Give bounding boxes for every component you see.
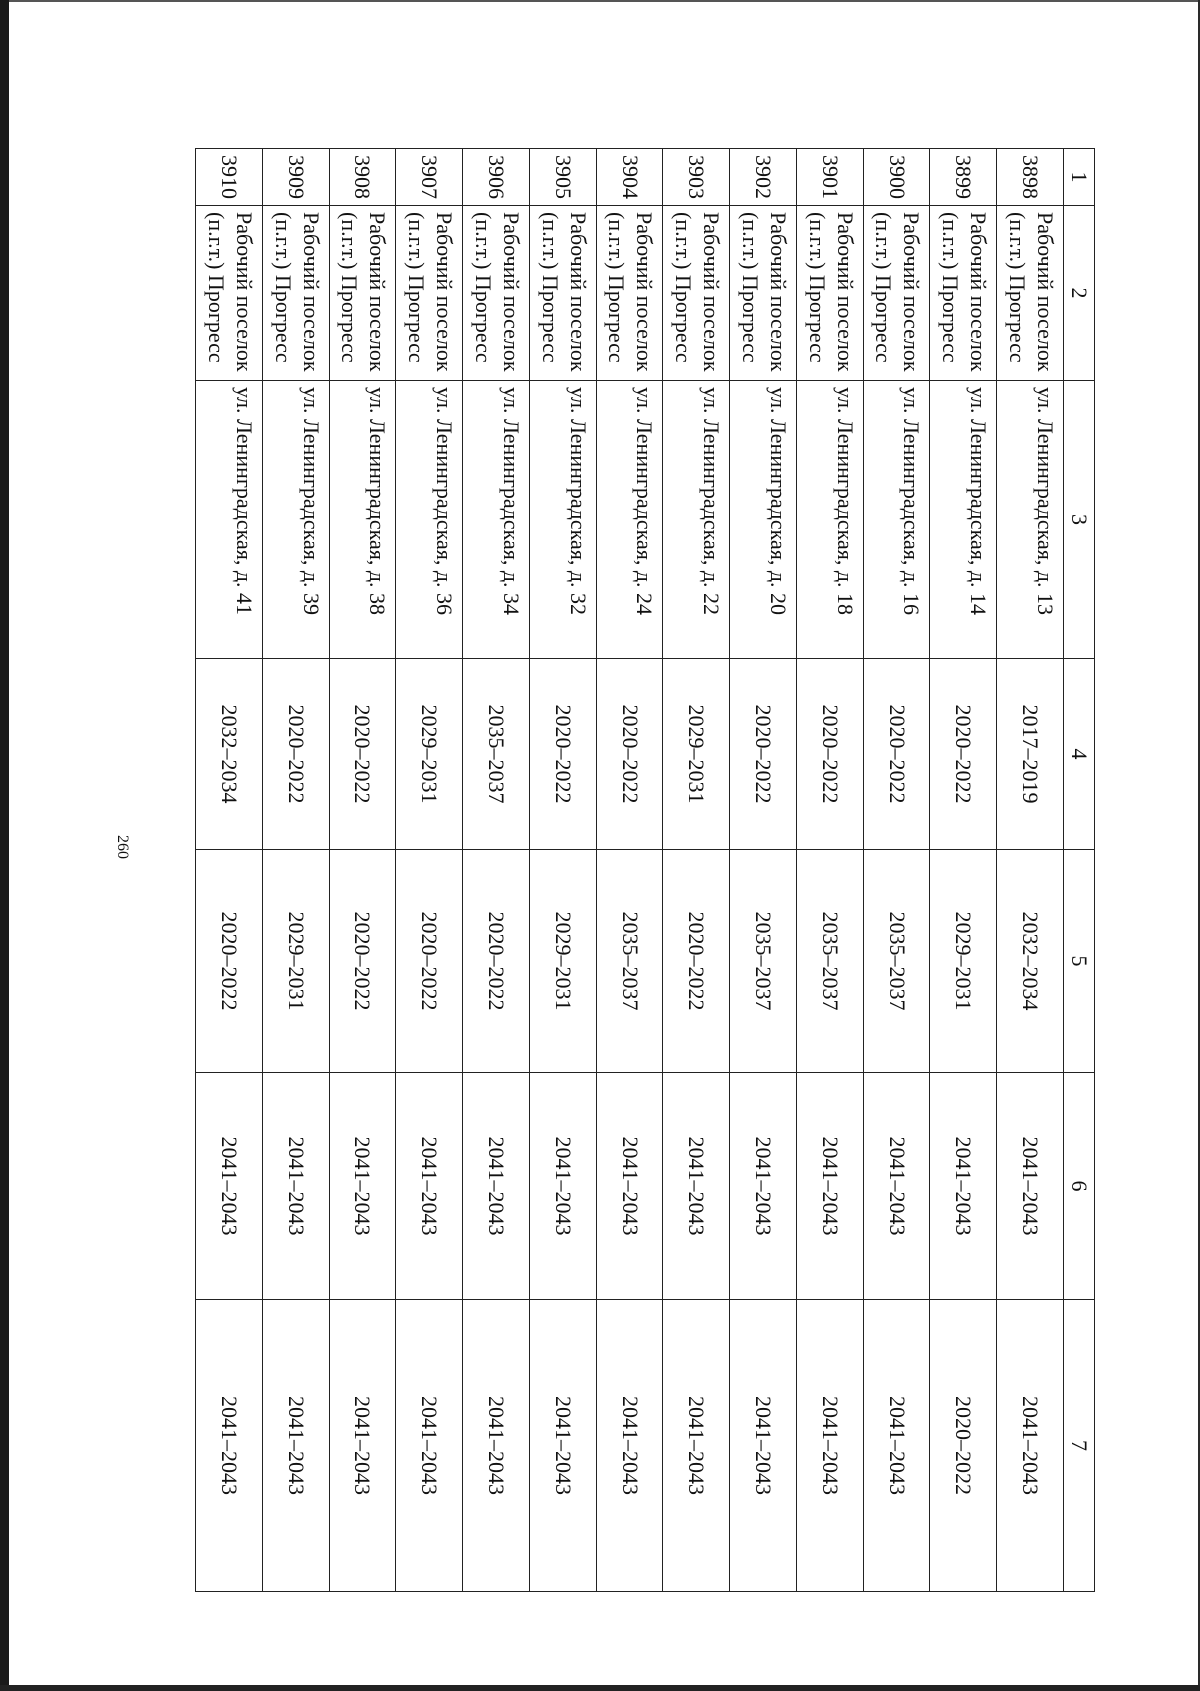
column-header: 1: [1064, 149, 1095, 206]
period-cell-col7: 2041–2043: [463, 1300, 530, 1592]
locality-cell: Рабочий поселок (п.г.т.) Прогресс: [262, 206, 329, 381]
period-cell-col7: 2041–2043: [196, 1300, 263, 1592]
locality-cell: Рабочий поселок (п.г.т.) Прогресс: [863, 206, 930, 381]
period-cell-col7: 2041–2043: [396, 1300, 463, 1592]
period-cell-col4: 2020–2022: [863, 659, 930, 850]
page-number: 260: [114, 835, 131, 859]
address-cell: ул. Ленинградская, д. 32: [529, 381, 596, 659]
row-number-cell: 3906: [463, 149, 530, 206]
row-number-cell: 3904: [596, 149, 663, 206]
table-row: [262, 149, 329, 1592]
table-body: [196, 149, 1064, 1592]
table-row: [863, 149, 930, 1592]
period-cell-col6: 2041–2043: [329, 1073, 396, 1300]
locality-cell: Рабочий поселок (п.г.т.) Прогресс: [796, 206, 863, 381]
period-cell-col5: 2035–2037: [730, 850, 797, 1073]
period-cell-col5: 2029–2031: [262, 850, 329, 1073]
header-row: [1064, 149, 1095, 1592]
address-cell: ул. Ленинградская, д. 24: [596, 381, 663, 659]
period-cell-col5: 2020–2022: [396, 850, 463, 1073]
locality-cell: Рабочий поселок (п.г.т.) Прогресс: [730, 206, 797, 381]
address-cell: ул. Ленинградская, д. 20: [730, 381, 797, 659]
table-row: [730, 149, 797, 1592]
column-header: 5: [1064, 850, 1095, 1073]
table-row: [396, 149, 463, 1592]
table-row: [663, 149, 730, 1592]
row-number-cell: 3908: [329, 149, 396, 206]
table-row: [997, 149, 1064, 1592]
address-cell: ул. Ленинградская, д. 14: [930, 381, 997, 659]
address-cell: ул. Ленинградская, д. 18: [796, 381, 863, 659]
period-cell-col4: 2035–2037: [463, 659, 530, 850]
scan-edge-left: [0, 0, 9, 1691]
table-row: [930, 149, 997, 1592]
column-header: 7: [1064, 1300, 1095, 1592]
period-cell-col7: 2041–2043: [596, 1300, 663, 1592]
period-cell-col7: 2041–2043: [863, 1300, 930, 1592]
locality-cell: Рабочий поселок (п.г.т.) Прогресс: [663, 206, 730, 381]
row-number-cell: 3899: [930, 149, 997, 206]
column-header: 6: [1064, 1073, 1095, 1300]
period-cell-col5: 2020–2022: [463, 850, 530, 1073]
period-cell-col4: 2020–2022: [529, 659, 596, 850]
period-cell-col4: 2020–2022: [262, 659, 329, 850]
locality-cell: Рабочий поселок (п.г.т.) Прогресс: [329, 206, 396, 381]
row-number-cell: 3910: [196, 149, 263, 206]
period-cell-col5: 2035–2037: [596, 850, 663, 1073]
row-number-cell: 3905: [529, 149, 596, 206]
row-number-cell: 3900: [863, 149, 930, 206]
address-cell: ул. Ленинградская, д. 39: [262, 381, 329, 659]
period-cell-col4: 2020–2022: [596, 659, 663, 850]
period-cell-col7: 2041–2043: [730, 1300, 797, 1592]
period-cell-col7: 2041–2043: [796, 1300, 863, 1592]
period-cell-col6: 2041–2043: [262, 1073, 329, 1300]
period-cell-col5: 2032–2034: [997, 850, 1064, 1073]
period-cell-col7: 2041–2043: [663, 1300, 730, 1592]
table-row: [463, 149, 530, 1592]
table-row: [196, 149, 263, 1592]
table-row: [329, 149, 396, 1592]
period-cell-col4: 2032–2034: [196, 659, 263, 850]
period-cell-col5: 2029–2031: [930, 850, 997, 1073]
period-cell-col4: 2020–2022: [796, 659, 863, 850]
row-number-cell: 3901: [796, 149, 863, 206]
schedule-table: [195, 148, 1095, 1592]
period-cell-col6: 2041–2043: [863, 1073, 930, 1300]
address-cell: ул. Ленинградская, д. 34: [463, 381, 530, 659]
period-cell-col4: 2020–2022: [730, 659, 797, 850]
period-cell-col6: 2041–2043: [730, 1073, 797, 1300]
period-cell-col7: 2041–2043: [997, 1300, 1064, 1592]
period-cell-col5: 2035–2037: [863, 850, 930, 1073]
period-cell-col7: 2041–2043: [262, 1300, 329, 1592]
period-cell-col7: 2041–2043: [529, 1300, 596, 1592]
locality-cell: Рабочий поселок (п.г.т.) Прогресс: [529, 206, 596, 381]
column-header: 3: [1064, 381, 1095, 659]
rotated-table-container: [195, 148, 1095, 1591]
locality-cell: Рабочий поселок (п.г.т.) Прогресс: [396, 206, 463, 381]
period-cell-col5: 2020–2022: [663, 850, 730, 1073]
period-cell-col5: 2020–2022: [196, 850, 263, 1073]
row-number-cell: 3903: [663, 149, 730, 206]
period-cell-col6: 2041–2043: [796, 1073, 863, 1300]
period-cell-col6: 2041–2043: [930, 1073, 997, 1300]
row-number-cell: 3907: [396, 149, 463, 206]
address-cell: ул. Ленинградская, д. 22: [663, 381, 730, 659]
period-cell-col7: 2020–2022: [930, 1300, 997, 1592]
row-number-cell: 3898: [997, 149, 1064, 206]
period-cell-col6: 2041–2043: [663, 1073, 730, 1300]
period-cell-col6: 2041–2043: [463, 1073, 530, 1300]
locality-cell: Рабочий поселок (п.г.т.) Прогресс: [196, 206, 263, 381]
table-row: [529, 149, 596, 1592]
period-cell-col4: 2020–2022: [930, 659, 997, 850]
period-cell-col5: 2035–2037: [796, 850, 863, 1073]
period-cell-col4: 2017–2019: [997, 659, 1064, 850]
table-header: [1064, 149, 1095, 1592]
row-number-cell: 3909: [262, 149, 329, 206]
period-cell-col4: 2020–2022: [329, 659, 396, 850]
column-header: 2: [1064, 206, 1095, 381]
period-cell-col4: 2029–2031: [396, 659, 463, 850]
address-cell: ул. Ленинградская, д. 38: [329, 381, 396, 659]
address-cell: ул. Ленинградская, д. 41: [196, 381, 263, 659]
locality-cell: Рабочий поселок (п.г.т.) Прогресс: [930, 206, 997, 381]
row-number-cell: 3902: [730, 149, 797, 206]
period-cell-col6: 2041–2043: [997, 1073, 1064, 1300]
table-row: [596, 149, 663, 1592]
period-cell-col5: 2029–2031: [529, 850, 596, 1073]
address-cell: ул. Ленинградская, д. 36: [396, 381, 463, 659]
period-cell-col6: 2041–2043: [196, 1073, 263, 1300]
address-cell: ул. Ленинградская, д. 13: [997, 381, 1064, 659]
period-cell-col4: 2029–2031: [663, 659, 730, 850]
column-header: 4: [1064, 659, 1095, 850]
scan-edge-top: [0, 0, 1200, 2]
period-cell-col6: 2041–2043: [529, 1073, 596, 1300]
scan-edge-bottom: [0, 1685, 1200, 1691]
period-cell-col5: 2020–2022: [329, 850, 396, 1073]
table-row: [796, 149, 863, 1592]
period-cell-col6: 2041–2043: [396, 1073, 463, 1300]
locality-cell: Рабочий поселок (п.г.т.) Прогресс: [596, 206, 663, 381]
locality-cell: Рабочий поселок (п.г.т.) Прогресс: [463, 206, 530, 381]
locality-cell: Рабочий поселок (п.г.т.) Прогресс: [997, 206, 1064, 381]
period-cell-col7: 2041–2043: [329, 1300, 396, 1592]
address-cell: ул. Ленинградская, д. 16: [863, 381, 930, 659]
period-cell-col6: 2041–2043: [596, 1073, 663, 1300]
